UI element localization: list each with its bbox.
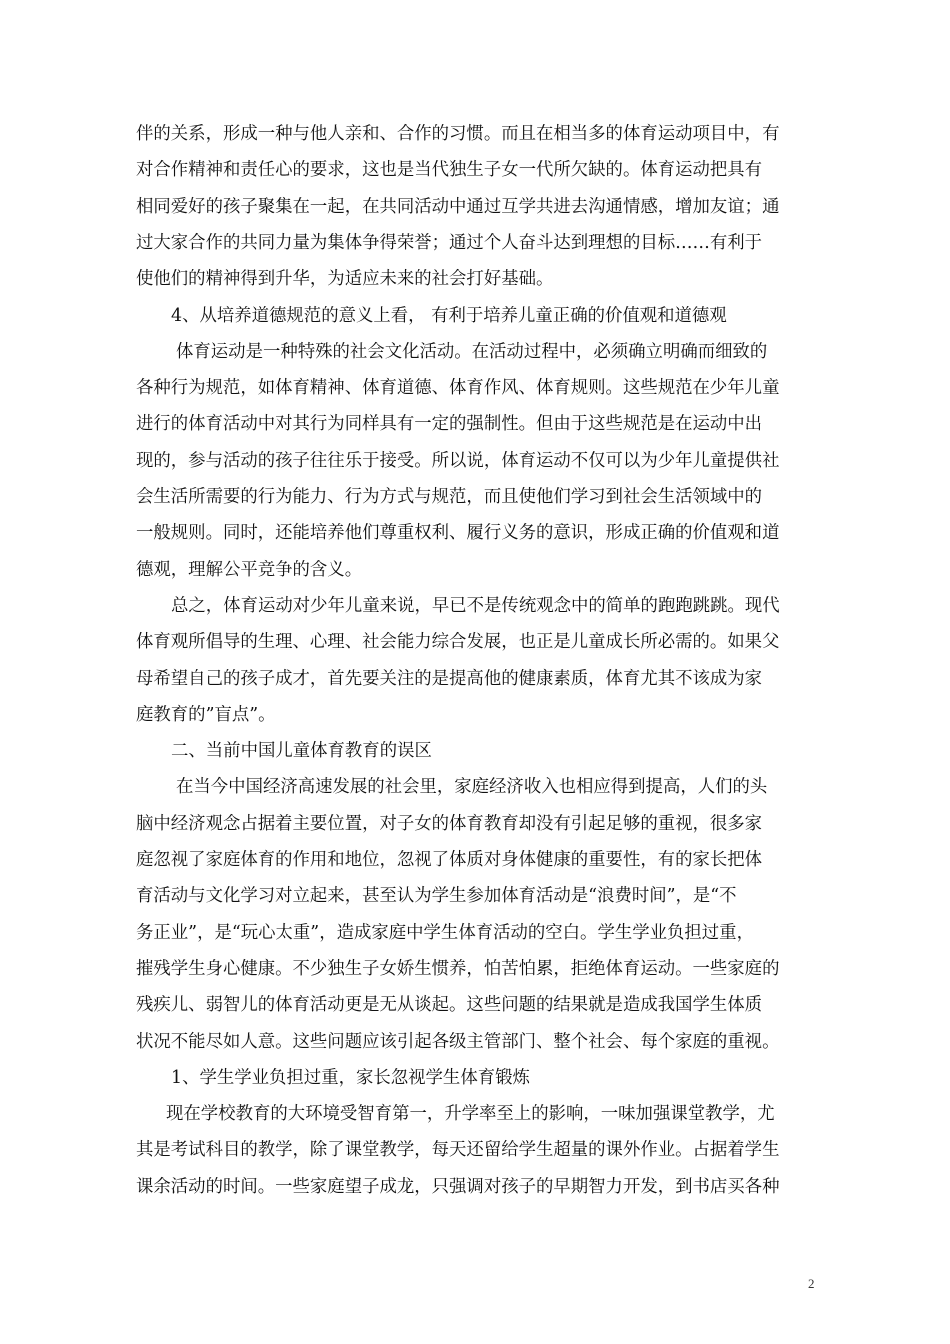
page-number: 2	[808, 1276, 815, 1291]
text-line: 状况不能尽如人意。这些问题应该引起各级主管部门、整个社会、每个家庭的重视。	[136, 1031, 780, 1052]
text-line: 进行的体育活动中对其行为同样具有一定的强制性。但由于这些规范是在运动中出	[136, 414, 763, 435]
text-line: 过大家合作的共同力量为集体争得荣誉；通过个人奋斗达到理想的目标……有利于	[136, 232, 763, 253]
text-line: 对合作精神和责任心的要求，这也是当代独生子女一代所欠缺的。体育运动把具有	[136, 160, 763, 181]
text-line: 1、学生学业负担过重，家长忽视学生体育锻炼	[171, 1067, 530, 1088]
text-line: 残疾儿、弱智儿的体育活动更是无从谈起。这些问题的结果就是造成我国学生体质	[136, 995, 763, 1016]
text-line: 其是考试科目的教学，除了课堂教学，每天还留给学生超量的课外作业。占据着学生	[136, 1140, 780, 1161]
text-line: 二、当前中国儿童体育教育的误区	[171, 741, 432, 762]
text-line: 庭忽视了家庭体育的作用和地位，忽视了体质对身体健康的重要性，有的家长把体	[136, 850, 763, 870]
text-line: 育活动与文化学习对立起来，甚至认为学生参加体育活动是“浪费时间”，是“不	[136, 886, 737, 907]
text-line: 在当今中国经济高速发展的社会里，家庭经济收入也相应得到提高，人们的头	[176, 777, 768, 798]
text-line: 母希望自己的孩子成才，首先要关注的是提高他的健康素质，体育尤其不该成为家	[136, 668, 763, 689]
text-line: 伴的关系，形成一种与他人亲和、合作的习惯。而且在相当多的体育运动项目中，有	[136, 124, 780, 144]
text-line: 体育观所倡导的生理、心理、社会能力综合发展，也正是儿童成长所必需的。如果父	[136, 632, 780, 653]
text-line: 体育运动是一种特殊的社会文化活动。在活动过程中，必须确立明确而细致的	[176, 341, 768, 362]
text-line: 现的，参与活动的孩子往往乐于接受。所以说，体育运动不仅可以为少年儿童提供社	[136, 450, 780, 471]
text-line: 一般规则。同时，还能培养他们尊重权利、履行义务的意识，形成正确的价值观和道	[136, 523, 780, 544]
text-line: 务正业”，是“玩心太重”，造成家庭中学生体育活动的空白。学生学业负担过重，	[136, 922, 754, 943]
text-line: 4、从培养道德规范的意义上看， 有利于培养儿童正确的价值观和道德观	[171, 305, 727, 326]
text-line: 摧残学生身心健康。不少独生子女娇生惯养，怕苦怕累，拒绝体育运动。一些家庭的	[136, 958, 780, 979]
text-line: 使他们的精神得到升华，为适应未来的社会打好基础。	[136, 269, 554, 290]
text-line: 现在学校教育的大环境受智育第一，升学率至上的影响，一味加强课堂教学，尤	[166, 1104, 775, 1125]
text-line: 课余活动的时间。一些家庭望子成龙，只强调对孩子的早期智力开发，到书店买各种	[136, 1176, 780, 1197]
text-line: 各种行为规范，如体育精神、体育道德、体育作风、体育规则。这些规范在少年儿童	[136, 378, 780, 399]
text-line: 会生活所需要的行为能力、行为方式与规范，而且使他们学习到社会生活领域中的	[136, 487, 763, 507]
text-line: 脑中经济观念占据着主要位置，对子女的体育教育却没有引起足够的重视，很多家	[136, 813, 763, 834]
text-line: 德观，理解公平竞争的含义。	[136, 559, 363, 580]
text-line: 相同爱好的孩子聚集在一起，在共同活动中通过互学共进去沟通情感，增加友谊；通	[136, 196, 780, 217]
text-line: 总之，体育运动对少年儿童来说，早已不是传统观念中的简单的跑跑跳跳。现代	[171, 595, 780, 616]
text-line: 庭教育的”盲点”。	[136, 704, 276, 725]
